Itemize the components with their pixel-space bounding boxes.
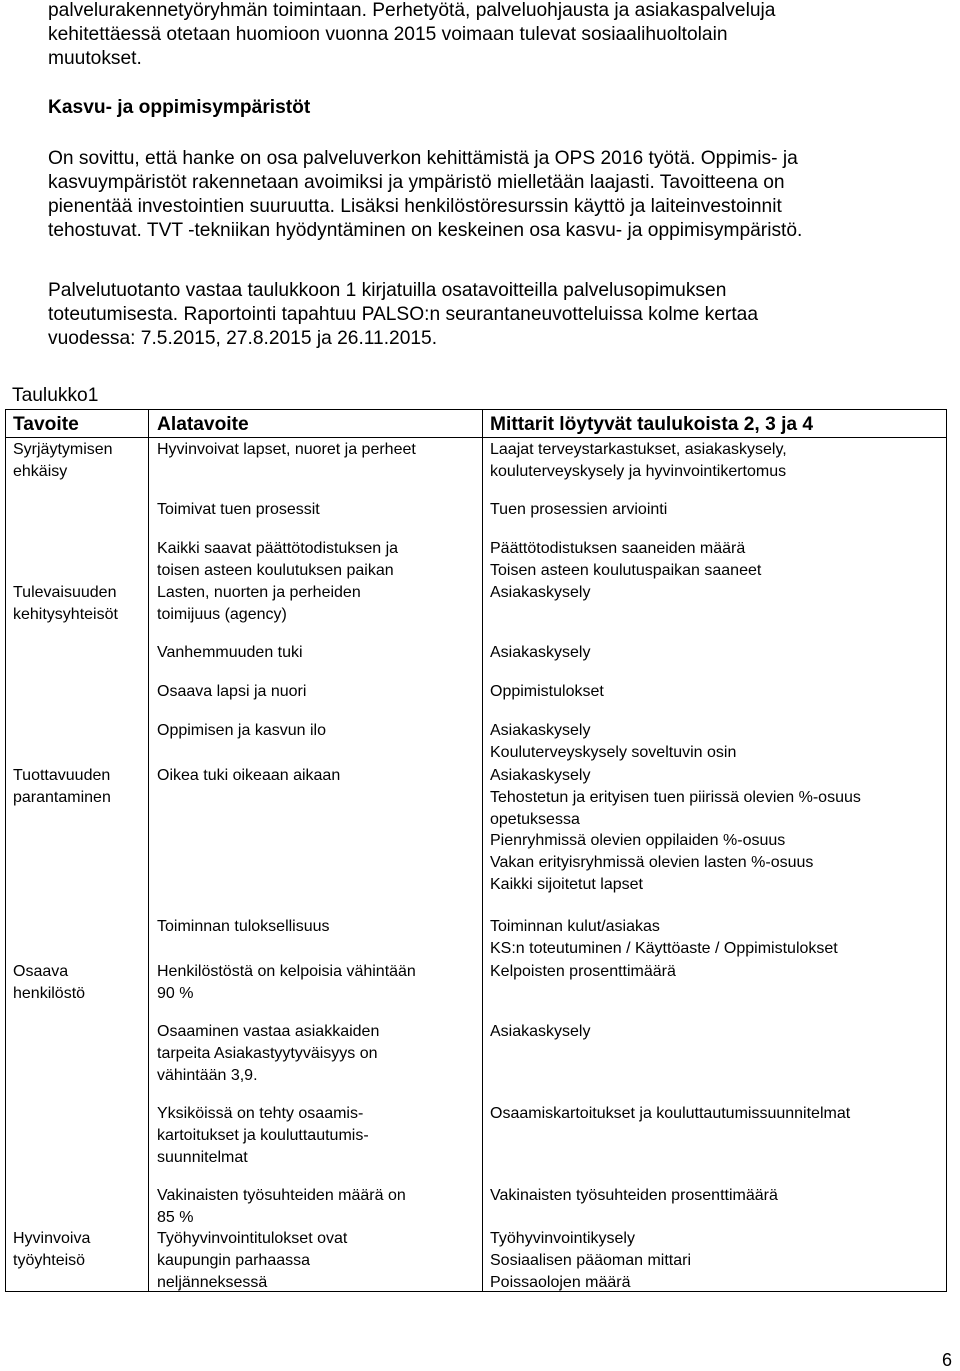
text-line: Asiakaskysely	[490, 584, 591, 601]
text-line: Kouluterveyskysely soveltuvin osin	[490, 743, 737, 761]
subgoal-cell	[157, 582, 361, 626]
text-line: On sovittu, että hanke on osa palveluverkon kehittämistä ja OPS 2016 työtä. Oppimis- ja	[48, 148, 798, 169]
metric-cell	[490, 681, 604, 703]
subgoal-cell	[157, 538, 398, 582]
metric-cell	[490, 1021, 590, 1043]
text-line: Osaaminen vastaa asiakkaiden	[157, 1023, 380, 1040]
metric-cell	[490, 961, 676, 983]
text-line: 85 %	[157, 1208, 194, 1226]
text-line: Laajat terveystarkastukset, asiakaskysely,	[490, 441, 787, 458]
text-line: Lasten, nuorten ja perheiden	[157, 584, 361, 601]
text-line: tehostuvat. TVT -tekniikan hyödyntäminen on keskeinen osa kasvu- ja oppimisympäristö.	[48, 220, 803, 241]
intro-paragraph	[48, 0, 948, 71]
text-line: 90 %	[157, 984, 194, 1002]
text-line: pienentää investointien suuruutta. Lisäksi henkilöstöresurssin käyttö ja laiteinvestoinnit	[48, 196, 782, 217]
metric-cell	[490, 439, 787, 483]
text-line: toteutumisesta. Raportointi tapahtuu PALSO:n seurantaneuvotteluissa kolme kertaa	[48, 304, 758, 325]
text-line: Asiakaskysely	[490, 722, 591, 739]
text-line: kartoitukset ja kouluttautumis-	[157, 1126, 369, 1144]
text-line: Työhyvinvointitulokset ovat	[157, 1230, 348, 1247]
subgoal-cell	[157, 961, 416, 1005]
metric-cell	[490, 1228, 691, 1293]
text-line: Poissaolojen määrä	[490, 1273, 631, 1291]
text-line: Asiakaskysely	[490, 767, 591, 784]
text-line: suunnitelmat	[157, 1148, 248, 1166]
text-line: Yksiköissä on tehty osaamis-	[157, 1105, 364, 1122]
subgoal-cell	[157, 1185, 406, 1229]
header-tavoite: Tavoite	[13, 414, 79, 435]
section-heading: Kasvu- ja oppimisympäristöt	[48, 97, 311, 118]
text-line: opetuksessa	[490, 810, 580, 828]
header-mittarit: Mittarit löytyvät taulukoista 2, 3 ja 4	[490, 414, 814, 435]
text-line: Pienryhmissä olevien oppilaiden %-osuus	[490, 832, 786, 850]
text-line: Tuottavuuden	[13, 767, 111, 784]
header-alatavoite: Alatavoite	[157, 414, 249, 435]
text-line: Syrjäytymisen	[13, 441, 113, 458]
metric-cell	[490, 642, 590, 664]
metric-cell	[490, 1103, 850, 1125]
text-line: neljänneksessä	[157, 1273, 268, 1291]
goals-table	[5, 409, 947, 1292]
text-line: Päättötodistuksen saaneiden määrä	[490, 540, 746, 557]
text-line: Toiminnan tuloksellisuus	[157, 918, 330, 935]
subgoal-cell	[157, 1228, 347, 1293]
metric-cell	[490, 720, 736, 764]
text-line: kehitettäessä otetaan huomioon vuonna 2015 voimaan tulevat sosiaalihuoltolain	[48, 24, 728, 45]
text-line: toimijuus (agency)	[157, 605, 287, 623]
text-line: Osaava lapsi ja nuori	[157, 683, 307, 700]
text-line: Palvelutuotanto vastaa taulukkoon 1 kirjatuilla osatavoitteilla palvelusopimuksen	[48, 280, 727, 301]
text-line: Henkilöstöstä on kelpoisia vähintään	[157, 963, 416, 980]
text-line: Vakinaisten työsuhteiden prosenttimäärä	[490, 1187, 778, 1204]
subgoal-cell	[157, 1021, 379, 1086]
subgoal-cell	[157, 916, 330, 938]
subgoal-cell	[157, 765, 340, 787]
text-line: työyhteisö	[13, 1251, 86, 1269]
metric-cell	[490, 582, 590, 604]
text-line: Kelpoisten prosenttimäärä	[490, 963, 676, 980]
table-caption: Taulukko1	[12, 385, 99, 406]
text-line: Toimivat tuen prosessit	[157, 501, 320, 518]
text-line: Kaikki saavat päättötodistuksen ja	[157, 540, 399, 557]
subgoal-cell	[157, 681, 306, 703]
text-line: Toisen asteen koulutuspaikan saaneet	[490, 561, 762, 579]
text-line: Asiakaskysely	[490, 644, 591, 661]
goal-cell	[13, 582, 118, 626]
text-line: Oppimisen ja kasvun ilo	[157, 722, 326, 739]
text-line: kouluterveyskysely ja hyvinvointikertomus	[490, 462, 787, 480]
goal-cell	[13, 439, 113, 483]
text-line: palvelurakennetyöryhmän toimintaan. Perhetyötä, palveluohjausta ja asiakaspalveluja	[48, 0, 776, 21]
text-line: Vakan erityisryhmissä olevien lasten %-osuus	[490, 854, 814, 872]
text-line: Työhyvinvointikysely	[490, 1230, 635, 1247]
text-line: Asiakaskysely	[490, 1023, 591, 1040]
metric-cell	[490, 499, 667, 521]
text-line: vähintään 3,9.	[157, 1066, 258, 1084]
text-line: vuodessa: 7.5.2015, 27.8.2015 ja 26.11.2015.	[48, 328, 438, 349]
column-divider	[482, 410, 483, 1291]
text-line: ehkäisy	[13, 462, 68, 480]
text-line: Tulevaisuuden	[13, 584, 117, 601]
text-line: Vakinaisten työsuhteiden määrä on	[157, 1187, 406, 1204]
text-line: Osaamiskartoitukset ja kouluttautumissuunnitelmat	[490, 1105, 851, 1122]
text-line: Vanhemmuuden tuki	[157, 644, 303, 661]
text-line: Hyvinvoiva	[13, 1230, 91, 1247]
text-line: kasvuympäristöt rakennetaan avoimiksi ja ympäristö mielletään laajasti. Tavoitteena on	[48, 172, 785, 193]
section-paragraph	[48, 147, 948, 243]
text-line: Toiminnan kulut/asiakas	[490, 918, 660, 935]
text-line: parantaminen	[13, 788, 111, 806]
subgoal-cell	[157, 642, 303, 664]
text-line: Oikea tuki oikeaan aikaan	[157, 767, 341, 784]
text-line: Sosiaalisen pääoman mittari	[490, 1251, 691, 1269]
metric-cell	[490, 765, 861, 896]
text-line: muutokset.	[48, 48, 142, 69]
text-line: kehitysyhteisöt	[13, 605, 118, 623]
header-divider	[6, 437, 946, 438]
text-line: Osaava	[13, 963, 69, 980]
text-line: KS:n toteutuminen / Käyttöaste / Oppimistulokset	[490, 939, 838, 957]
text-line: Hyvinvoivat lapset, nuoret ja perheet	[157, 441, 416, 458]
text-line: henkilöstö	[13, 984, 86, 1002]
metric-cell	[490, 916, 838, 960]
metric-cell	[490, 538, 761, 582]
text-line: Tehostetun ja erityisen tuen piirissä olevien %-osuus	[490, 788, 861, 806]
page-number: 6	[942, 1350, 953, 1370]
subgoal-cell	[157, 1103, 369, 1168]
goal-cell	[13, 1228, 90, 1272]
text-line: Tuen prosessien arviointi	[490, 501, 668, 518]
subgoal-cell	[157, 720, 326, 742]
reporting-paragraph	[48, 279, 948, 351]
text-line: tarpeita Asiakastyytyväisyys on	[157, 1044, 378, 1062]
text-line: kaupungin parhaassa	[157, 1251, 311, 1269]
text-line: Oppimistulokset	[490, 683, 604, 700]
subgoal-cell	[157, 439, 416, 461]
column-divider	[148, 410, 149, 1291]
text-line: toisen asteen koulutuksen paikan	[157, 561, 394, 579]
goal-cell	[13, 961, 85, 1005]
subgoal-cell	[157, 499, 320, 521]
goal-cell	[13, 765, 111, 809]
text-line: Kaikki sijoitetut lapset	[490, 875, 643, 893]
metric-cell	[490, 1185, 778, 1207]
